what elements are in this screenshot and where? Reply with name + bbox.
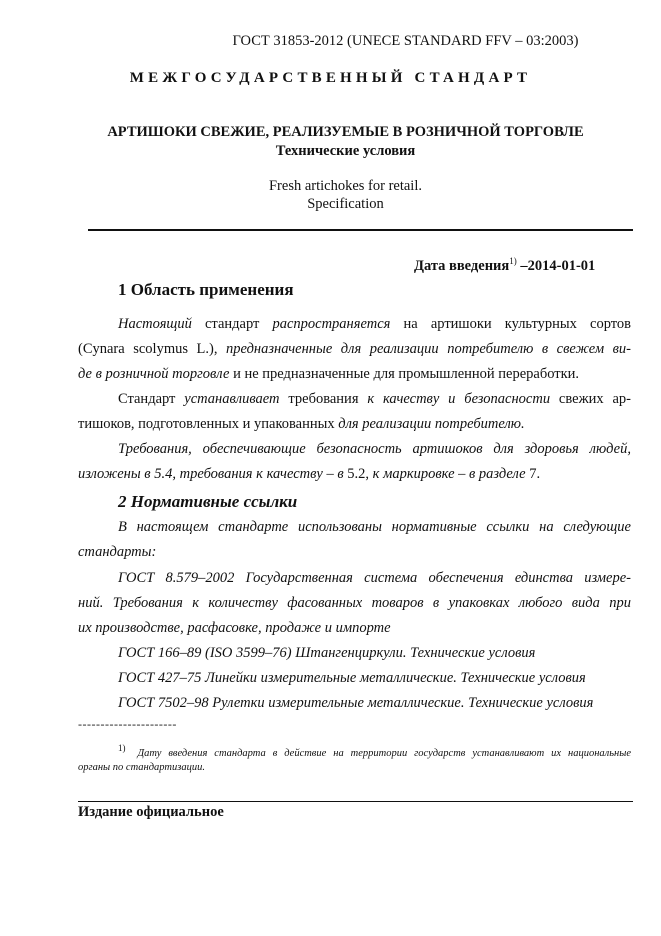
gost-designation: ГОСТ 31853-2012 (UNECE STANDARD FFV – 03:2003) [232,33,579,49]
section-1-paragraph-1-line-2 [78,341,631,358]
text-run: к качеству и безопасности [367,391,551,407]
text-run: на артишоки культурных сортов [390,316,631,332]
text-run: (Cynara scolymus L.), [78,341,226,357]
section-1-paragraph-1-line-3 [78,366,631,383]
interstate-standard-heading: МЕЖГОСУДАРСТВЕННЫЙ СТАНДАРТ [129,70,532,86]
text-run: Стандарт [118,391,185,407]
subtitle-russian: Технические условия [275,143,416,159]
reference-gost-166: ГОСТ 166–89 (ISO 3599–76) Штангенциркули. Технические условия [118,645,536,661]
footnote-mark: 1) [118,743,126,753]
text-run: стандарт [191,316,273,332]
text-run: де в розничной торговле [78,366,230,382]
text-run: Настоящий [118,316,192,332]
intro-date-value: –2014-01-01 [516,258,596,274]
text-run: для реализации потребителю. [338,416,525,432]
text-run: изложены в 5.4, требования к качеству – в [78,466,348,482]
subtitle-english: Specification [307,196,384,212]
text-run: предназначенные для реализации потребителю в свежем ви- [226,341,631,357]
text-run: к маркировке – в разделе [372,466,530,482]
text-run: распространяется [272,316,391,332]
section-2-intro-line-1: В настоящем стандарте использованы нормативные ссылки на следующие [118,519,631,535]
footnote-separator: ---------------------- [78,717,177,731]
section-1-paragraph-2-line-1 [118,391,631,408]
section-2-title: 2 Нормативные ссылки [118,492,298,511]
text-run: устанавливает [184,391,280,407]
title-english: Fresh artichokes for retail. [268,178,422,194]
text-run: свежих ар- [550,391,631,407]
text-run: Требования, обеспечивающие безопасность артишоков для здоровья людей, [118,441,631,457]
section-1-paragraph-1-line-1 [118,316,631,333]
footnote-line-2: органы по стандартизации. [78,762,205,773]
text-run: 7. [529,466,541,482]
section-1-paragraph-2-line-2 [78,416,631,433]
footnote-text-1: Дату введения стандарта в действие на территории государств устанавливают их национальные [137,748,631,759]
introduction-date [414,256,595,275]
reference-gost-427: ГОСТ 427–75 Линейки измерительные металлические. Технические условия [118,670,586,686]
reference-gost-7502: ГОСТ 7502–98 Рулетки измерительные металлические. Технические условия [118,695,594,711]
section-1-title: 1 Область применения [118,280,294,299]
section-1-paragraph-3-line-2 [78,466,631,483]
official-edition-label: Издание официальное [78,804,224,820]
text-run: 5.2, [347,466,373,482]
edition-divider [78,801,633,802]
section-2-intro-line-2: стандарты: [78,544,157,560]
text-run: тишоков, подготовленных и упакованных [78,416,339,432]
intro-date-label: Дата введения [414,258,510,274]
text-run: требования [279,391,368,407]
reference-gost-8579-line-1: ГОСТ 8.579–2002 Государственная система обеспечения единства измере- [118,570,631,586]
reference-gost-8579-line-3: их производстве, расфасовке, продаже и импорте [78,620,391,636]
intro-date-footnote-mark: 1) [509,256,517,266]
footnote-line-1 [118,743,631,759]
section-1-paragraph-3-line-1 [118,441,631,458]
title-divider [88,229,633,231]
reference-gost-8579-line-2: ний. Требования к количеству фасованных товаров в упаковках любого вида при [78,595,631,611]
title-russian: АРТИШОКИ СВЕЖИЕ, РЕАЛИЗУЕМЫЕ В РОЗНИЧНОЙ ТОРГОВЛЕ [107,124,584,140]
text-run: и не предназначенные для промышленной переработки. [229,366,580,382]
